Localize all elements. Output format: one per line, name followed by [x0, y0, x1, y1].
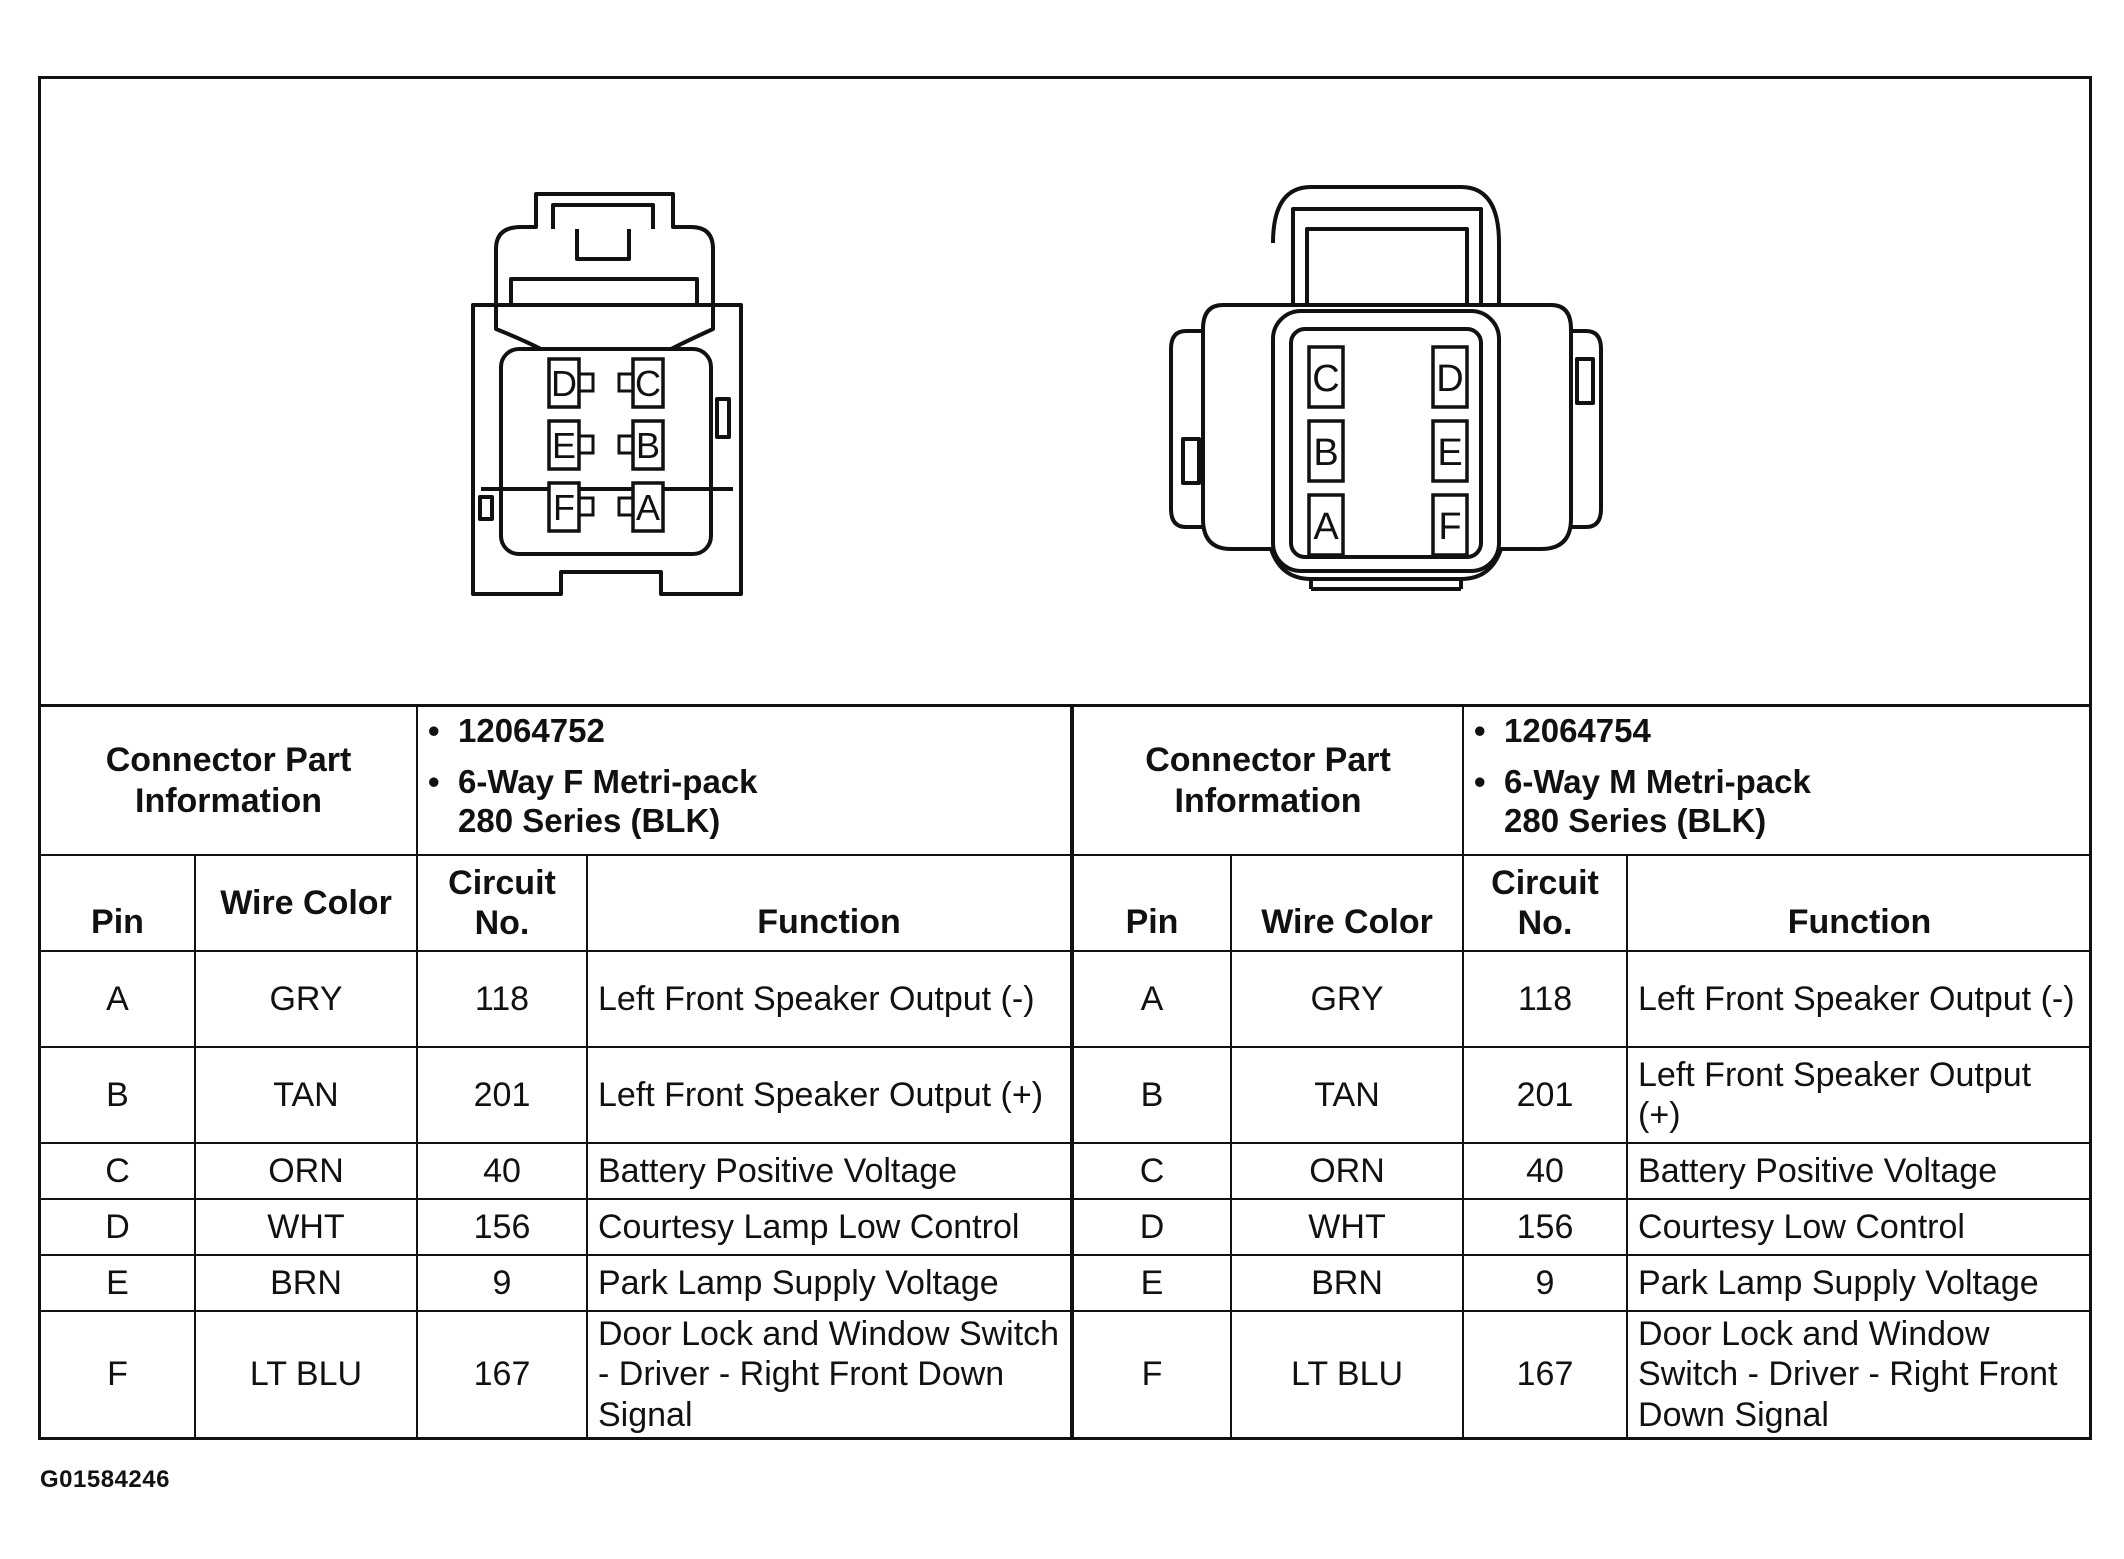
female-pin-label-a: A: [635, 487, 661, 528]
circuit-cell: 40: [417, 1143, 587, 1199]
description-line1: 6-Way M Metri-pack: [1504, 763, 1811, 801]
wire-color-cell: WHT: [1231, 1199, 1463, 1255]
circuit-cell: 9: [1463, 1255, 1627, 1311]
table-row: [1073, 1047, 2091, 1143]
wire-color-cell: BRN: [195, 1255, 417, 1311]
pin-cell: C: [41, 1143, 195, 1199]
description-line1: 6-Way F Metri-pack: [458, 763, 758, 801]
column-header-wire-color: Wire Color: [1231, 855, 1463, 951]
female-pin-label-d: D: [551, 363, 577, 404]
function-cell: Courtesy Low Control: [1627, 1199, 2091, 1255]
wire-color-cell: ORN: [1231, 1143, 1463, 1199]
part-number: • 12064752: [458, 712, 1060, 751]
figure-id: G01584246: [40, 1466, 170, 1493]
male-pin-label-e: E: [1437, 432, 1463, 474]
circuit-cell: 156: [1463, 1199, 1627, 1255]
wire-color-cell: ORN: [195, 1143, 417, 1199]
function-cell: Courtesy Lamp Low Control: [587, 1199, 1071, 1255]
male-pin-label-f: F: [1438, 506, 1462, 548]
male-pin-label-b: B: [1313, 432, 1339, 474]
column-header-pin: Pin: [1073, 855, 1231, 951]
pin-cell: B: [41, 1047, 195, 1143]
wire-color-cell: TAN: [1231, 1047, 1463, 1143]
female-pin-label-e: E: [551, 425, 577, 466]
circuit-cell: 118: [1463, 951, 1627, 1047]
table-row: [1073, 1143, 2091, 1199]
function-cell: Left Front Speaker Output (+): [1627, 1047, 2091, 1143]
circuit-cell: 167: [417, 1311, 587, 1437]
male-pin-label-c: C: [1312, 358, 1340, 400]
wire-color-cell: BRN: [1231, 1255, 1463, 1311]
male-connector-shape: [1171, 187, 1601, 589]
wire-color-cell: LT BLU: [1231, 1311, 1463, 1437]
pin-cell: E: [41, 1255, 195, 1311]
function-cell: Left Front Speaker Output (-): [1627, 951, 2091, 1047]
pin-cell: A: [1073, 951, 1231, 1047]
circuit-cell: 167: [1463, 1311, 1627, 1437]
function-cell: Left Front Speaker Output (-): [587, 951, 1071, 1047]
circuit-cell: 9: [417, 1255, 587, 1311]
pin-cell: D: [41, 1199, 195, 1255]
circuit-cell: 118: [417, 951, 587, 1047]
pin-cell: B: [1073, 1047, 1231, 1143]
male-pin-label-a: A: [1313, 506, 1339, 548]
pinout-tables: [41, 707, 2089, 1437]
table-row: [1073, 951, 2091, 1047]
table-row: [41, 1047, 1071, 1143]
wire-color-cell: LT BLU: [195, 1311, 417, 1437]
table-row: [41, 1255, 1071, 1311]
column-header-pin: Pin: [41, 855, 195, 951]
table-row: [1073, 1311, 2091, 1437]
circuit-cell: 156: [417, 1199, 587, 1255]
male-pin-label-d: D: [1436, 358, 1464, 400]
connector-part-info-label: Connector Part Information: [41, 707, 417, 855]
pin-cell: C: [1073, 1143, 1231, 1199]
function-cell: Park Lamp Supply Voltage: [587, 1255, 1071, 1311]
wire-color-cell: GRY: [195, 951, 417, 1047]
description-line2: 280 Series (BLK): [458, 801, 721, 839]
wire-color-cell: WHT: [195, 1199, 417, 1255]
female-pin-label-f: F: [553, 487, 575, 528]
column-header-function: Function: [587, 855, 1071, 951]
circuit-cell: 40: [1463, 1143, 1627, 1199]
female-pin-label-c: C: [635, 363, 661, 404]
pin-cell: E: [1073, 1255, 1231, 1311]
female-connector-shape: [473, 194, 741, 594]
function-cell: Battery Positive Voltage: [587, 1143, 1071, 1199]
connector-description: [458, 763, 1060, 841]
table-row: [41, 1311, 1071, 1437]
table-row: [1073, 1255, 2091, 1311]
connector-description: [1504, 763, 2081, 841]
part-number: • 12064754: [1504, 712, 2081, 751]
column-header-wire-color: Wire Color: [195, 855, 417, 951]
function-cell: Left Front Speaker Output (+): [587, 1047, 1071, 1143]
function-cell: Battery Positive Voltage: [1627, 1143, 2091, 1199]
female-connector-table: [41, 707, 1072, 1437]
female-pin-label-b: B: [635, 425, 661, 466]
table-row: [41, 951, 1071, 1047]
function-cell: Door Lock and Window Switch - Driver - Right Front Down Signal: [1627, 1311, 2091, 1437]
pin-cell: D: [1073, 1199, 1231, 1255]
column-header-circuit: Circuit No.: [417, 855, 587, 951]
table-row: [41, 1199, 1071, 1255]
function-cell: Park Lamp Supply Voltage: [1627, 1255, 2091, 1311]
pin-cell: F: [41, 1311, 195, 1437]
male-connector-table: [1072, 707, 2091, 1437]
circuit-cell: 201: [1463, 1047, 1627, 1143]
table-row: [1073, 1199, 2091, 1255]
connector-part-info: [417, 707, 1071, 855]
circuit-cell: 201: [417, 1047, 587, 1143]
column-header-function: Function: [1627, 855, 2091, 951]
connector-drawing-svg: [41, 79, 2089, 704]
table-row: [41, 1143, 1071, 1199]
pin-cell: A: [41, 951, 195, 1047]
connector-part-info: [1463, 707, 2091, 855]
diagram-frame: [38, 76, 2092, 1440]
connector-part-info-label: Connector Part Information: [1073, 707, 1463, 855]
function-cell: Door Lock and Window Switch - Driver - Right Front Down Signal: [587, 1311, 1071, 1437]
column-header-circuit: Circuit No.: [1463, 855, 1627, 951]
wire-color-cell: TAN: [195, 1047, 417, 1143]
connector-drawings: [41, 79, 2089, 707]
description-line2: 280 Series (BLK): [1504, 801, 1767, 839]
pin-cell: F: [1073, 1311, 1231, 1437]
wire-color-cell: GRY: [1231, 951, 1463, 1047]
